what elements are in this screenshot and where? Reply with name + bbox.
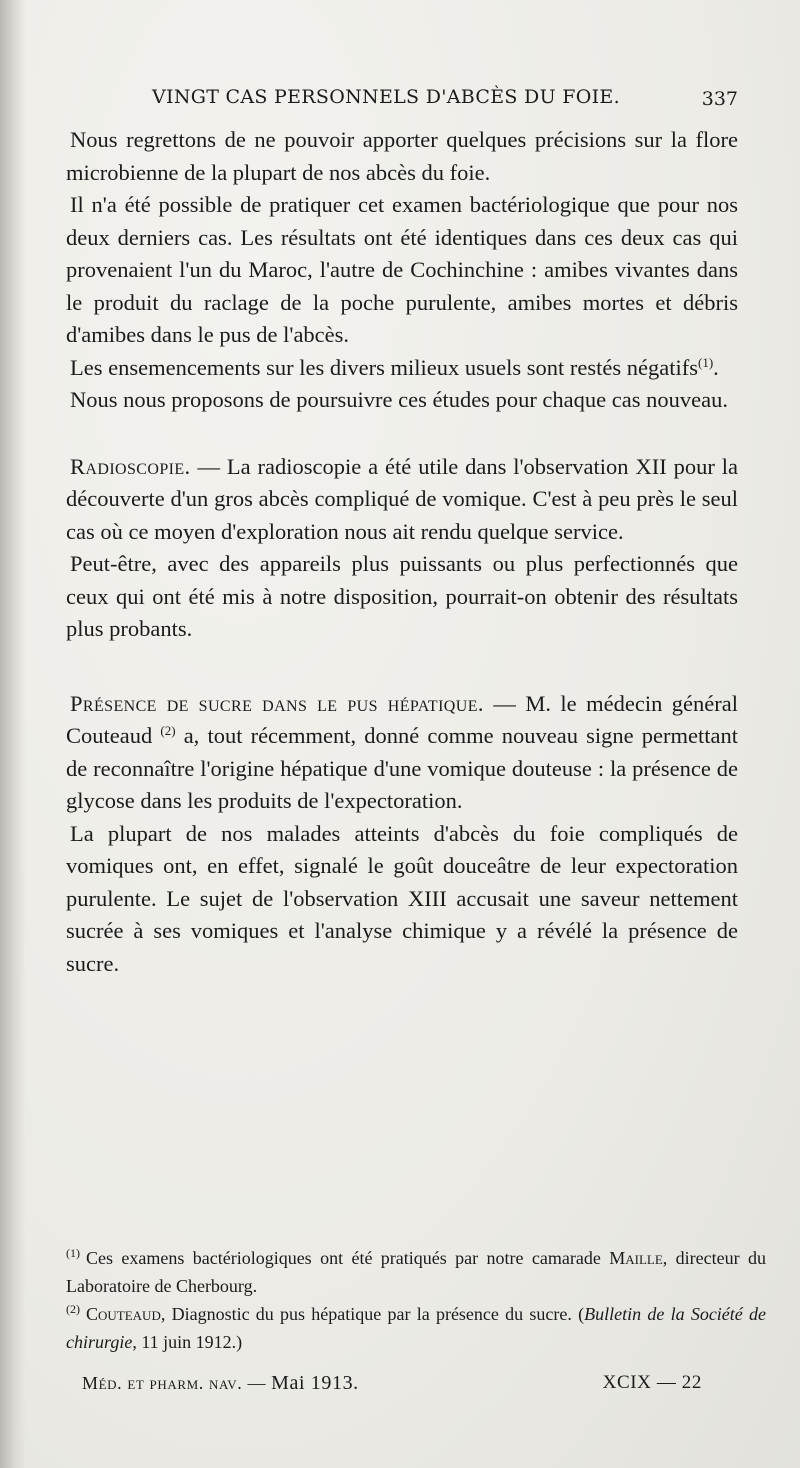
paragraph-bacteriology: Il n'a été possible de pratiquer cet examen bactériologique que pour nos deux derniers cas. Les résultats ont été identiques dans ces deux cas qui provenaient l'un du Maroc, l'autre de Cochinchine : amibes vivantes dans le produit du raclage de la poche purulente, amibes mortes et débris d'amibes dans le pus de l'abcès.	[66, 192, 738, 347]
footer-journal-name: Méd. et pharm. nav. —	[82, 1373, 272, 1393]
footer-date: Mai 1913.	[271, 1372, 359, 1394]
running-title: VINGT CAS PERSONNELS D'ABCÈS DU FOIE.	[152, 86, 620, 108]
scan-edge-shadow	[0, 0, 26, 1468]
footnote-2-mark: (2)	[66, 1302, 80, 1316]
sugar-text-a: — M. le médecin général Couteaud	[66, 690, 738, 748]
footnote-1-mark: (1)	[66, 1246, 80, 1260]
section-heading-radioscopy: Radioscopie.	[70, 453, 191, 479]
page-footer	[82, 1372, 702, 1402]
main-text	[66, 124, 738, 980]
section-heading-sugar: Présence de sucre dans le pus hépatique.	[70, 690, 484, 716]
footnote-1	[66, 1244, 766, 1300]
footnote-2-text: , Diagnostic du pus hépatique par la présence du sucre.	[160, 1304, 572, 1324]
section-gap	[66, 646, 738, 688]
footnote-2-name: Couteaud	[86, 1304, 161, 1324]
footnote-ref-1: (1)	[697, 354, 714, 370]
footnote-2	[66, 1300, 766, 1356]
footnote-1-rest: , directeur du Laboratoire de Cherbourg.	[66, 1248, 766, 1296]
paragraph-flora: Nous regrettons de ne pouvoir apporter quelques précisions sur la flore microbienne de la plupart de nos abcès du foie.	[66, 127, 738, 185]
footnote-2-open: (	[578, 1304, 585, 1324]
footnote-2-date: , 11 juin 1912.)	[132, 1332, 243, 1352]
footnote-2-journal: Bulletin de la Société de chirurgie	[66, 1304, 767, 1352]
footnote-1-name: Maille	[609, 1248, 663, 1268]
radioscopy-text: — La radioscopie a été utile dans l'observation XII pour la découverte d'un gros abcès compliqué de vomique. C'est à peu près le seul cas où ce moyen d'exploration nous ait rendu quelque service.	[66, 453, 738, 544]
paragraph-radioscopy	[66, 451, 738, 549]
page-number: 337	[701, 88, 738, 110]
paragraph-sugar	[66, 688, 738, 818]
page-header	[152, 86, 742, 116]
paragraph-patients: La plupart de nos malades atteints d'abcès du foie compliqués de vomiques ont, en effet, signalé le goût douceâtre de leur expectoration purulente. Le sujet de l'observation XIII accusait une saveur nettement sucrée à ses vomiques et l'analyse chimique y a révélé la présence de sucre.	[66, 820, 738, 976]
section-gap	[66, 417, 738, 451]
footer-journal	[82, 1372, 359, 1395]
cultures-end: .	[713, 354, 719, 380]
paragraph-devices: Peut-être, avec des appareils plus puissants ou plus perfectionnés que ceux qui ont été mis à notre disposition, pourrait-on obtenir des résultats plus probants.	[66, 551, 738, 641]
paragraph-cultures	[66, 352, 738, 385]
sugar-text-b: a, tout récemment, donné comme nouveau signe permettant de reconnaître l'origine hépatique d'une vomique douteuse : la présence de glycose dans les produits de l'expectoration.	[66, 723, 738, 813]
footnotes	[66, 1244, 766, 1356]
footnote-1-text: Ces examens bactériologiques ont été pratiqués par notre camarade	[86, 1248, 610, 1268]
cultures-text: Les ensemencements sur les divers milieux usuels sont restés négatifs	[70, 354, 698, 380]
footer-signature: XCIX — 22	[602, 1372, 702, 1393]
paragraph-future-studies: Nous nous proposons de poursuivre ces études pour chaque cas nouveau.	[70, 387, 728, 412]
footnote-ref-2: (2)	[160, 723, 176, 738]
